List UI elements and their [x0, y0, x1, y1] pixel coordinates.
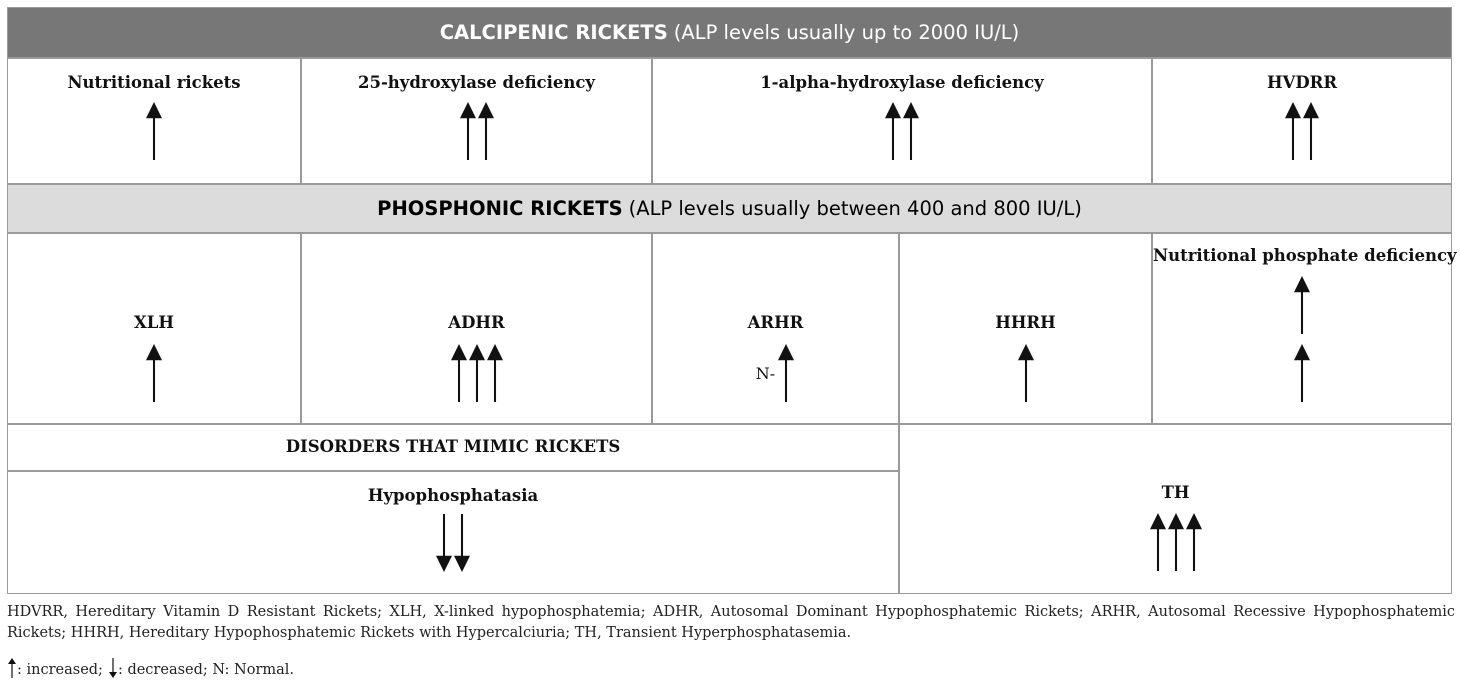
up-arrow-icon	[1303, 102, 1319, 160]
abbreviations-footnote: HDVRR, Hereditary Vitamin D Resistant Rickets; XLH, X-linked hypophosphatemia; ADHR, Autosomal Dominant Hypophosphatemic Rickets; ARHR, Autosomal Recessive Hypophosphatemic Rickets; HHRH, Hereditary Hypophosphatemic Rickets with Hypercalciuria; TH, Transient Hyperphosphatasemia.	[7, 604, 1455, 641]
up-arrow-icon	[1018, 344, 1034, 402]
up-arrow-icon	[469, 344, 485, 402]
cell-label: TH	[1161, 483, 1190, 502]
decreased-arrows	[8, 514, 898, 572]
increased-arrows	[653, 102, 1151, 160]
cell-label: ADHR	[448, 313, 505, 332]
up-arrow-icon	[487, 344, 503, 402]
cell-label: Nutritional phosphate deficiency	[1153, 246, 1457, 265]
cell-label: 1-alpha-hydroxylase deficiency	[760, 73, 1044, 92]
increased-arrows	[900, 344, 1151, 402]
down-arrow-icon	[436, 514, 452, 572]
calcipenic-title: CALCIPENIC RICKETS	[439, 21, 668, 44]
up-arrow-icon	[1294, 344, 1310, 402]
calcipenic-header	[7, 7, 1452, 58]
arrow-legend	[7, 658, 294, 682]
up-arrow-icon	[1294, 276, 1310, 334]
up-arrow-icon	[146, 344, 162, 402]
increased-arrows	[900, 513, 1451, 571]
legend-increased: : increased;	[17, 662, 103, 678]
up-arrow-icon	[1150, 513, 1166, 571]
cell-label: HVDRR	[1266, 73, 1338, 92]
up-arrow-icon	[8, 658, 16, 678]
normal-to-increased-arrows	[653, 344, 898, 402]
cell-xlh	[7, 233, 301, 424]
cell-25-hydroxylase-deficiency	[301, 58, 652, 184]
cell-label: Nutritional rickets	[67, 73, 241, 92]
down-arrow-icon	[454, 514, 470, 572]
increased-arrow-bottom	[1153, 344, 1451, 402]
cell-label: XLH	[134, 313, 174, 332]
calcipenic-subtitle: (ALP levels usually up to 2000 IU/L)	[673, 21, 1020, 44]
cell-arhr	[652, 233, 899, 424]
cell-label: Hypophosphatasia	[367, 486, 539, 505]
cell-label: HHRH	[995, 313, 1056, 332]
up-arrow-icon	[478, 102, 494, 160]
cell-hvdrr	[1152, 58, 1452, 184]
up-arrow-icon	[1285, 102, 1301, 160]
up-arrow-icon	[146, 102, 162, 160]
increased-arrows	[302, 102, 651, 160]
increased-arrow-top	[1153, 276, 1451, 334]
cell-nutritional-rickets	[7, 58, 301, 184]
phosphonic-subtitle: (ALP levels usually between 400 and 800 IU/L)	[628, 197, 1082, 220]
up-arrow-icon	[903, 102, 919, 160]
cell-nutritional-phosphate-deficiency	[1152, 233, 1457, 424]
up-arrow-icon	[1168, 513, 1184, 571]
up-arrow-icon	[1186, 513, 1202, 571]
up-arrow-icon	[885, 102, 901, 160]
phosphonic-title: PHOSPHONIC RICKETS	[377, 197, 623, 220]
up-arrow-icon	[7, 658, 17, 682]
down-arrow-icon	[108, 658, 118, 682]
increased-arrows	[1153, 102, 1451, 160]
cell-hhrh	[899, 233, 1152, 424]
up-arrow-icon	[778, 344, 794, 402]
mimic-title: DISORDERS THAT MIMIC RICKETS	[285, 437, 621, 456]
up-arrow-icon	[460, 102, 476, 160]
phosphonic-header	[7, 184, 1452, 233]
down-arrow-icon	[109, 658, 117, 678]
up-arrow-icon	[451, 344, 467, 402]
legend-decreased: : decreased; N: Normal.	[117, 662, 295, 678]
increased-arrows	[302, 344, 651, 402]
cell-label: ARHR	[747, 313, 804, 332]
cell-label: 25-hydroxylase deficiency	[357, 73, 596, 92]
cell-hypophosphatasia	[7, 471, 899, 594]
normal-prefix: N-	[755, 363, 776, 383]
mimic-header	[7, 424, 899, 471]
cell-adhr	[301, 233, 652, 424]
increased-arrows	[8, 344, 300, 402]
cell-1-alpha-hydroxylase-deficiency	[652, 58, 1152, 184]
increased-arrows	[8, 102, 300, 160]
rickets-alp-table	[7, 7, 1457, 594]
cell-th	[899, 424, 1452, 594]
